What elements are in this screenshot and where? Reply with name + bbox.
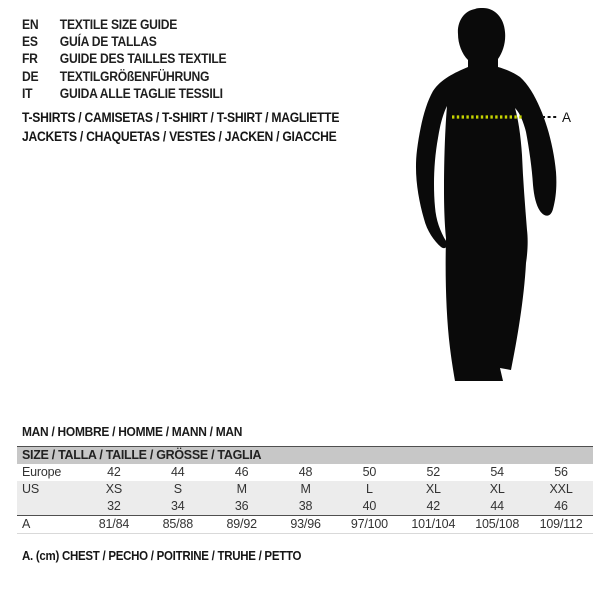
table-row <box>17 481 593 498</box>
row-label: Europe <box>22 465 62 479</box>
size-cell: S <box>173 482 182 496</box>
table-row <box>17 516 593 534</box>
size-cell: 48 <box>298 465 313 479</box>
language-code: FR <box>22 51 38 67</box>
size-cell: 50 <box>362 465 377 479</box>
language-row-en <box>22 16 226 33</box>
row-label: US <box>22 482 39 496</box>
size-cell: 36 <box>234 499 249 513</box>
size-cell: 89/92 <box>210 516 274 534</box>
size-cell: 85/88 <box>146 516 210 534</box>
size-cell: 40 <box>362 499 377 513</box>
table-row <box>17 498 593 516</box>
size-cell: XL <box>425 482 441 496</box>
man-silhouette <box>400 0 580 400</box>
size-cell: 109/112 <box>529 516 593 534</box>
size-cell: 38 <box>298 499 313 513</box>
size-cell: 44 <box>490 499 504 513</box>
garment-line-jackets: JACKETS / CHAQUETAS / VESTES / JACKEN / GIACCHE <box>22 128 337 144</box>
size-cell: 101/104 <box>401 516 465 534</box>
man-silhouette-path <box>416 8 556 381</box>
size-table-header-row <box>17 447 593 465</box>
size-cell: 97/100 <box>338 516 402 534</box>
size-cell: 81/84 <box>82 516 146 534</box>
language-row-it <box>22 85 226 102</box>
garment-line-tshirts: T-SHIRTS / CAMISETAS / T-SHIRT / T-SHIRT / MAGLIETTE <box>22 110 340 125</box>
language-code: ES <box>22 34 38 50</box>
footnote-chest: A. (cm) CHEST / PECHO / POITRINE / TRUHE / PETTO <box>22 549 302 563</box>
language-row-es <box>22 33 226 50</box>
size-cell: 54 <box>490 465 504 479</box>
table-row <box>17 464 593 481</box>
size-cell: L <box>366 482 373 496</box>
language-label: GUIDA ALLE TAGLIE TESSILI <box>59 85 223 101</box>
size-cell: 46 <box>234 465 249 479</box>
section-title-man: MAN / HOMBRE / HOMME / MANN / MAN <box>22 424 243 439</box>
language-code: EN <box>22 17 39 32</box>
size-table-header: SIZE / TALLA / TAILLE / GRÖSSE / TAGLIA <box>17 447 593 465</box>
language-label: TEXTILE SIZE GUIDE <box>59 17 178 32</box>
size-table <box>17 446 593 534</box>
language-legend <box>22 16 226 102</box>
size-cell: M <box>236 482 247 496</box>
language-code: DE <box>22 68 39 84</box>
language-code: IT <box>22 85 33 101</box>
language-label: GUÍA DE TALLAS <box>59 34 157 50</box>
garment-types <box>22 109 339 146</box>
size-cell: 42 <box>107 465 121 479</box>
size-cell: 56 <box>554 465 568 479</box>
measure-label-a: A <box>562 110 572 125</box>
man-figure <box>400 0 580 400</box>
size-cell: 32 <box>107 499 121 513</box>
size-cell: 46 <box>554 499 568 513</box>
size-cell: XS <box>105 482 123 496</box>
language-row-de <box>22 68 226 85</box>
row-label: A <box>17 516 82 534</box>
size-cell: XXL <box>549 482 573 496</box>
size-cell: 93/96 <box>274 516 338 534</box>
size-cell: 52 <box>426 465 441 479</box>
row-label <box>17 498 82 516</box>
size-cell: 105/108 <box>465 516 529 534</box>
language-label: GUIDE DES TAILLES TEXTILE <box>59 51 227 67</box>
size-cell: 44 <box>171 465 185 479</box>
language-row-fr <box>22 50 226 67</box>
size-cell: 42 <box>426 499 441 513</box>
size-cell: 34 <box>171 499 185 513</box>
size-cell: M <box>300 482 311 496</box>
language-label: TEXTILGRÖßENFÜHRUNG <box>59 68 210 84</box>
size-cell: XL <box>489 482 505 496</box>
